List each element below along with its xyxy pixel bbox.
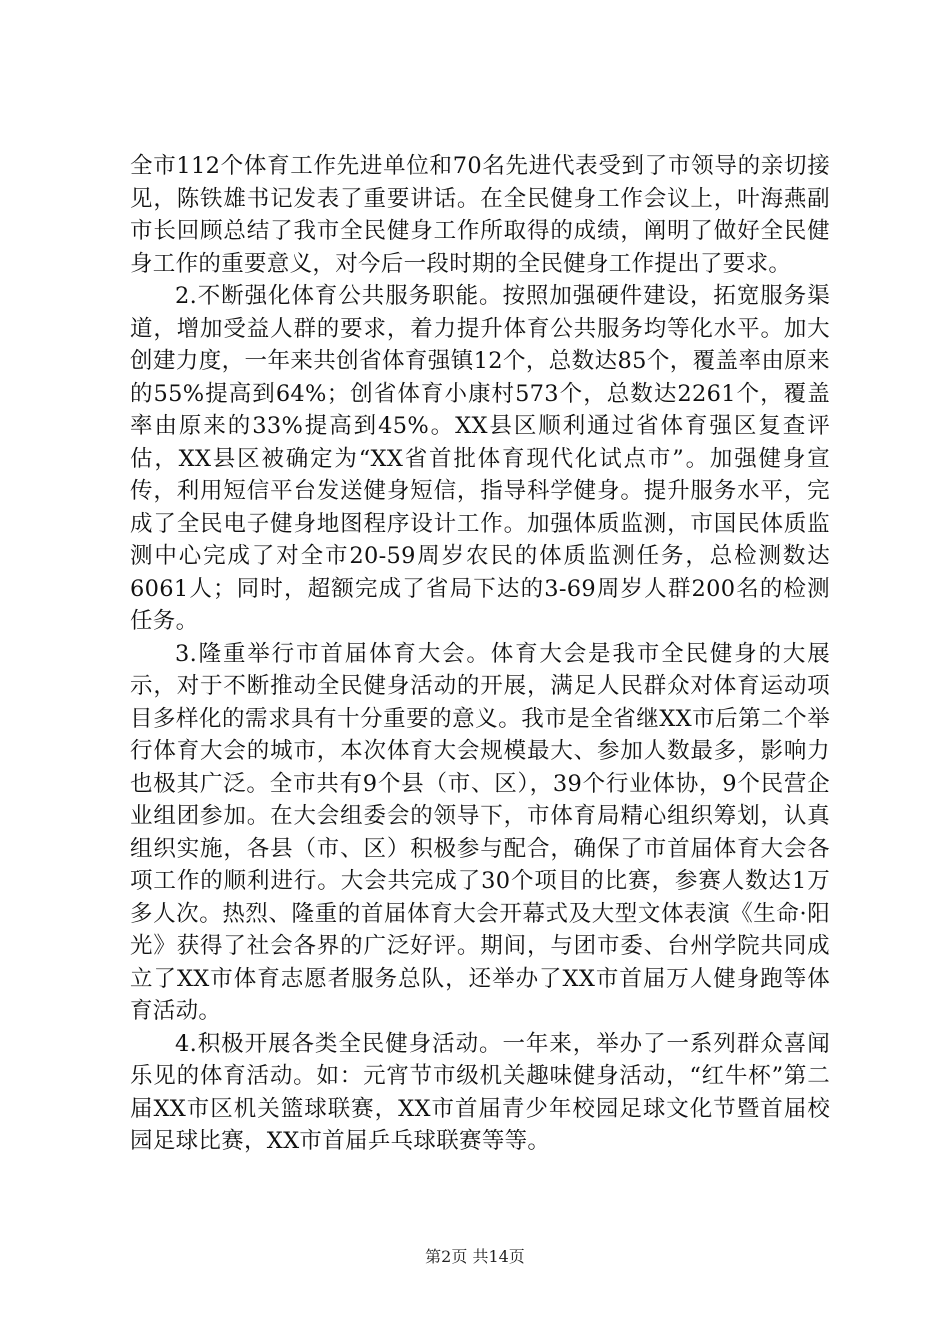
paragraph-item-3: 3.隆重举行市首届体育大会。体育大会是我市全民健身的大展示，对于不断推动全民健身活动的开展，满足人民群众对体育运动项目多样化的需求具有十分重要的意义。我市是全省继XX市后第二个举行体育大会的城市，本次体育大会规模最大、参加人数最多，影响力也极其广泛。全市共有9个县（市、区），39个行业体协，9个民营企业组团参加。在大会组委会的领导下，市体育局精心组织筹划，认真组织实施，各县（市、区）积极参与配合，确保了市首届体育大会各项工作的顺利进行。大会共完成了30个项目的比赛，参赛人数达1万多人次。热烈、隆重的首届体育大会开幕式及大型文体表演《生命·阳光》获得了社会各界的广泛好评。期间，与团市委、台州学院共同成立了XX市体育志愿者服务总队，还举办了XX市首届万人健身跑等体育活动。	[130, 640, 830, 1024]
document-body	[130, 150, 830, 1158]
paragraph-item-2: 2.不断强化体育公共服务职能。按照加强硬件建设，拓宽服务渠道，增加受益人群的要求，着力提升体育公共服务均等化水平。加大创建力度，一年来共创省体育强镇12个，总数达85个，覆盖率由原来的55%提高到64%；创省体育小康村573个，总数达2261个，覆盖率由原来的33%提高到45%。XX县区顺利通过省体育强区复查评估，XX县区被确定为“XX省首批体育现代化试点市”。加强健身宣传，利用短信平台发送健身短信，指导科学健身。提升服务水平，完成了全民电子健身地图程序设计工作。加强体质监测，市国民体质监测中心完成了对全市20-59周岁农民的体质监测任务，总检测数达6061人；同时，超额完成了省局下达的3-69周岁人群200名的检测任务。	[130, 283, 830, 634]
paragraph-intro: 全市112个体育工作先进单位和70名先进代表受到了市领导的亲切接见，陈铁雄书记发表了重要讲话。在全民健身工作会议上，叶海燕副市长回顾总结了我市全民健身工作所取得的成绩，阐明了做好全民健身工作的重要意义，对今后一段时期的全民健身工作提出了要求。	[130, 153, 830, 277]
paragraph-item-4: 4.积极开展各类全民健身活动。一年来，举办了一系列群众喜闻乐见的体育活动。如：元宵节市级机关趣味健身活动，“红牛杯”第二届XX市区机关篮球联赛，XX市首届青少年校园足球文化节暨首届校园足球比赛，XX市首届乒乓球联赛等等。	[130, 1030, 830, 1154]
page-number-footer: 第2页 共14页	[425, 1247, 525, 1266]
